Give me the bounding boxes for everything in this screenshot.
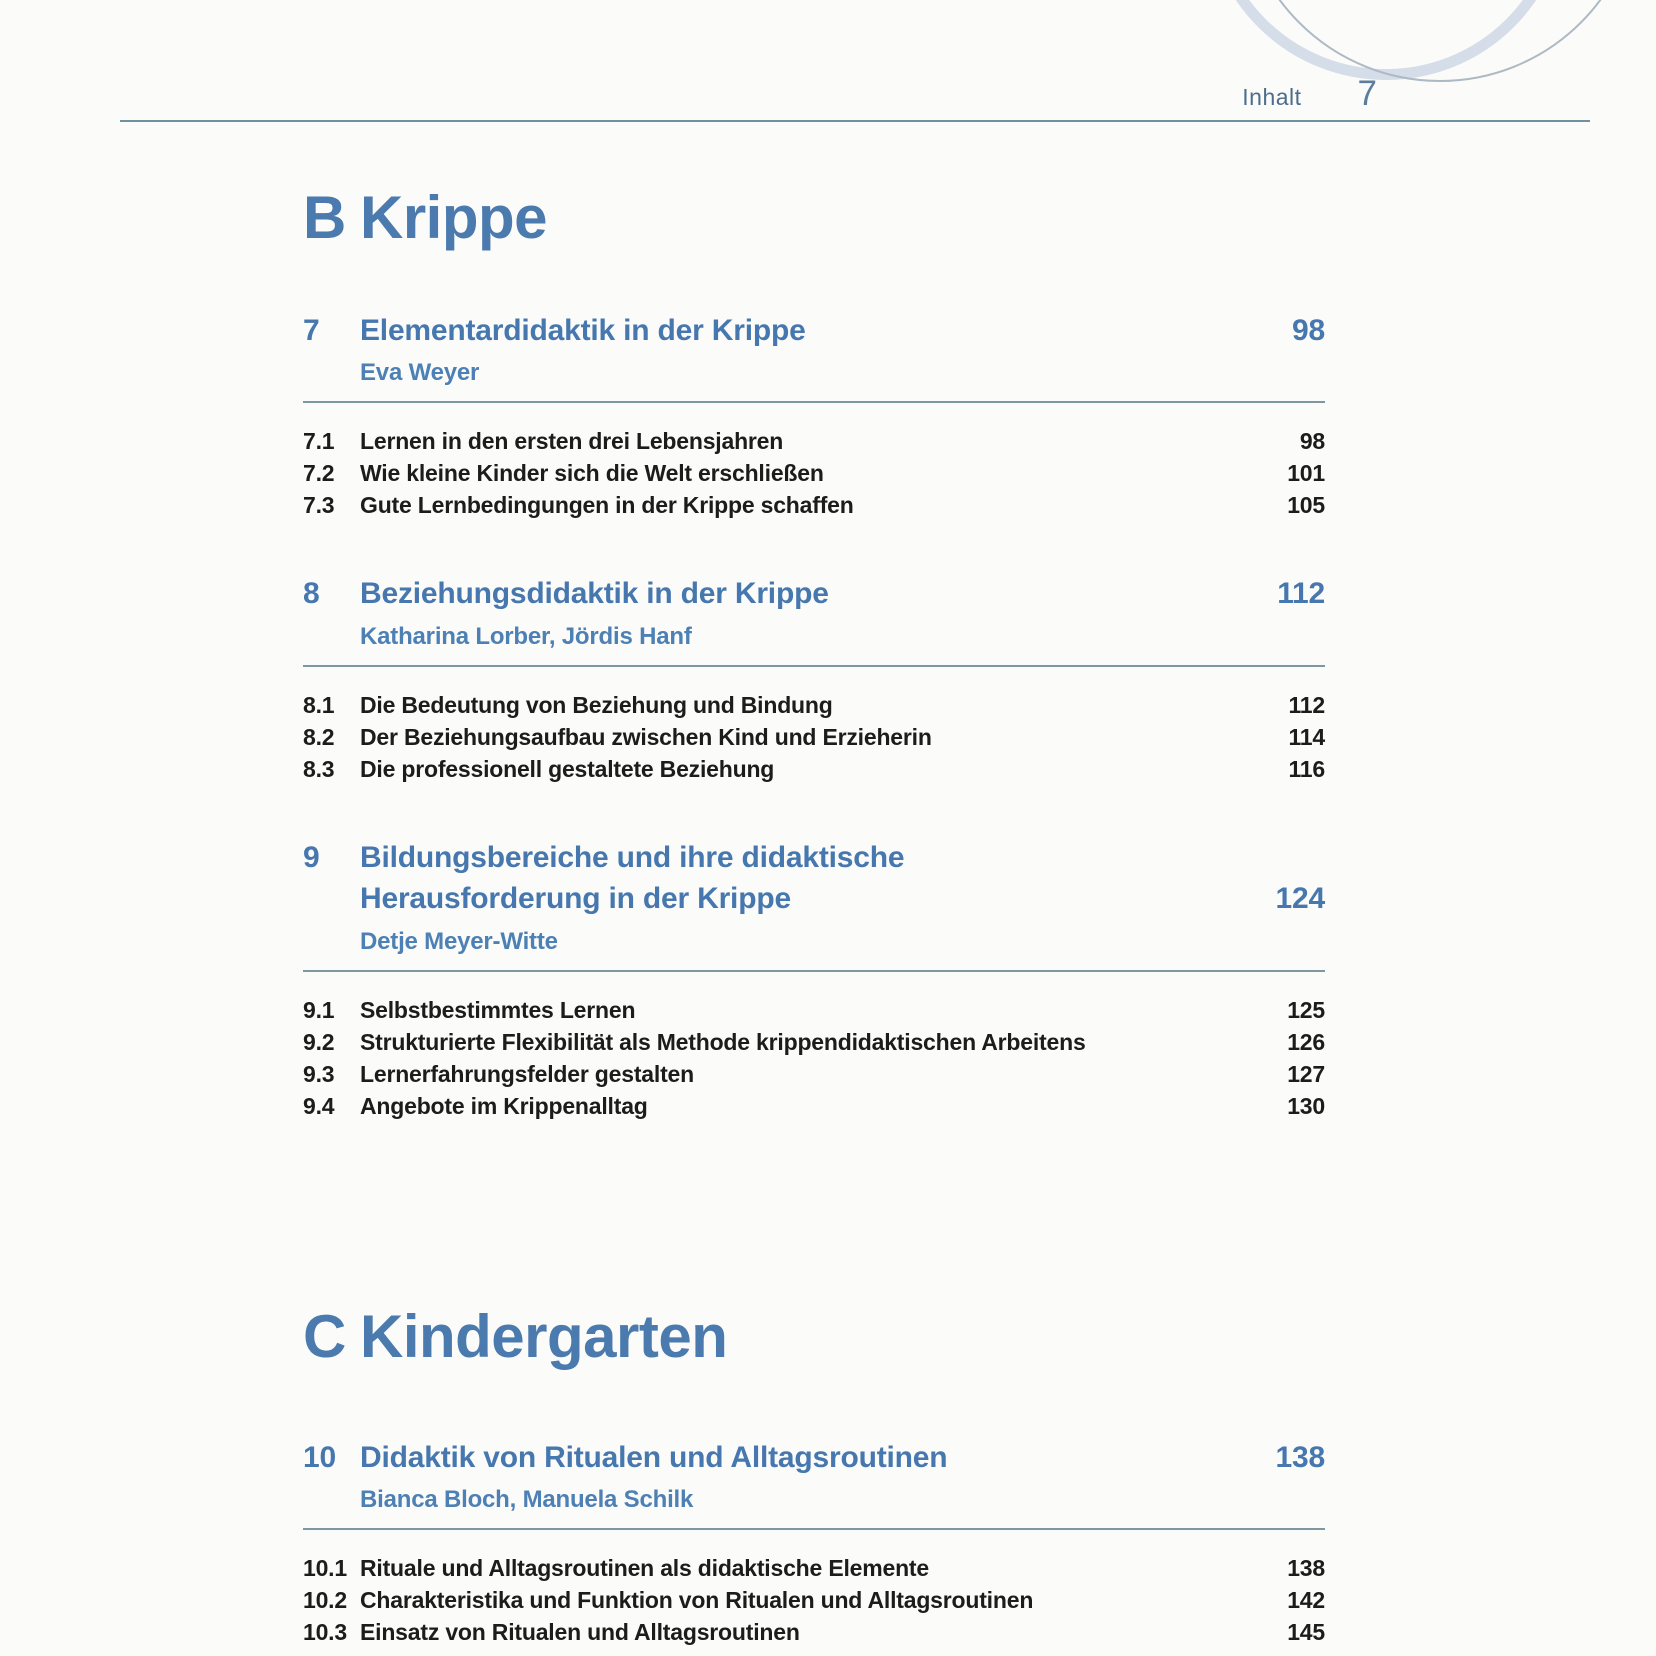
toc-entry-row xyxy=(303,689,1325,721)
chapter-authors: Eva Weyer xyxy=(360,359,480,387)
entry-number: 8.1 xyxy=(303,691,335,718)
table-of-contents xyxy=(303,0,1325,1648)
entry-title: Charakteristika und Funktion von Ritualen und Alltagsroutinen xyxy=(360,1586,1034,1613)
section-title: Kindergarten xyxy=(360,1302,728,1370)
chapter-authors: Bianca Bloch, Manuela Schilk xyxy=(360,1485,694,1513)
chapter-block-9 xyxy=(303,837,1325,1122)
chapter-page-number: 98 xyxy=(1292,314,1325,347)
chapter-divider xyxy=(303,1528,1325,1530)
chapter-page-number: 138 xyxy=(1275,1440,1325,1474)
chapter-authors: Katharina Lorber, Jördis Hanf xyxy=(360,622,692,650)
toc-entry-row xyxy=(303,489,1325,521)
chapter-title: Beziehungsdidaktik in der Krippe xyxy=(360,577,829,611)
section-heading-b xyxy=(303,184,1325,251)
entry-page-number: 138 xyxy=(1287,1554,1325,1581)
entry-number: 9.2 xyxy=(303,1028,335,1055)
toc-entry-row xyxy=(303,1552,1325,1584)
entry-page-number: 126 xyxy=(1287,1028,1325,1055)
chapter-title: Elementardidaktik in der Krippe xyxy=(360,314,806,347)
chapter-divider xyxy=(303,970,1325,972)
toc-entry-row xyxy=(303,1026,1325,1058)
chapter-page-number: 124 xyxy=(1275,882,1325,916)
section-letter: C xyxy=(303,1302,346,1370)
header-page-number: 7 xyxy=(1357,74,1377,113)
toc-entry-row xyxy=(303,1616,1325,1648)
entry-number: 10.1 xyxy=(303,1554,347,1581)
chapter-entries xyxy=(303,689,1325,785)
chapter-heading xyxy=(303,573,1325,614)
entry-title: Der Beziehungsaufbau zwischen Kind und Erzieherin xyxy=(360,723,932,750)
section-title: Krippe xyxy=(360,184,548,251)
toc-entry-row xyxy=(303,1584,1325,1616)
chapter-entries xyxy=(303,994,1325,1122)
entry-title: Lernerfahrungsfelder gestalten xyxy=(360,1060,694,1087)
entry-number: 7.1 xyxy=(303,428,335,455)
entry-title: Angebote im Krippenalltag xyxy=(360,1092,648,1119)
chapter-heading xyxy=(303,837,1325,920)
toc-entry-row xyxy=(303,994,1325,1026)
entry-number: 9.1 xyxy=(303,996,335,1023)
chapter-number: 9 xyxy=(303,840,320,874)
entry-title: Selbstbestimmtes Lernen xyxy=(360,996,636,1023)
toc-entry-row xyxy=(303,457,1325,489)
toc-entry-row xyxy=(303,753,1325,785)
chapter-divider xyxy=(303,401,1325,403)
entry-number: 10.3 xyxy=(303,1618,347,1645)
entry-page-number: 127 xyxy=(1287,1060,1325,1087)
section-letter: B xyxy=(303,184,346,251)
entry-number: 8.2 xyxy=(303,723,335,750)
chapter-block-10 xyxy=(303,1437,1325,1648)
chapter-authors: Detje Meyer-Witte xyxy=(360,927,558,955)
entry-page-number: 98 xyxy=(1299,428,1325,455)
entry-number: 7.2 xyxy=(303,460,335,487)
chapter-block-7 xyxy=(303,310,1325,521)
entry-title: Gute Lernbedingungen in der Krippe schaffen xyxy=(360,492,854,519)
header-section-label: Inhalt xyxy=(1242,84,1302,110)
chapter-entries xyxy=(303,425,1325,521)
entry-number: 7.3 xyxy=(303,492,335,519)
entry-number: 9.3 xyxy=(303,1060,335,1087)
entry-page-number: 105 xyxy=(1287,492,1325,519)
chapter-entries xyxy=(303,1552,1325,1648)
entry-page-number: 101 xyxy=(1287,460,1325,487)
entry-number: 8.3 xyxy=(303,755,335,782)
chapter-heading xyxy=(303,310,1325,351)
toc-entry-row xyxy=(303,721,1325,753)
chapter-title: Bildungsbereiche und ihre didaktische Herausforderung in der Krippe xyxy=(360,840,905,916)
entry-page-number: 142 xyxy=(1287,1586,1325,1613)
entry-title: Strukturierte Flexibilität als Methode krippendidaktischen Arbeitens xyxy=(360,1028,1086,1055)
toc-entry-row xyxy=(303,1058,1325,1090)
entry-title: Wie kleine Kinder sich die Welt erschließen xyxy=(360,460,824,487)
entry-title: Einsatz von Ritualen und Alltagsroutinen xyxy=(360,1618,800,1645)
chapter-block-8 xyxy=(303,573,1325,784)
chapter-number: 7 xyxy=(303,314,320,347)
entry-page-number: 112 xyxy=(1288,691,1325,718)
entry-page-number: 145 xyxy=(1287,1618,1325,1645)
entry-page-number: 125 xyxy=(1287,996,1325,1023)
chapter-divider xyxy=(303,665,1325,667)
chapter-page-number: 112 xyxy=(1277,577,1325,611)
entry-title: Die Bedeutung von Beziehung und Bindung xyxy=(360,691,833,718)
entry-page-number: 116 xyxy=(1288,755,1325,782)
entry-number: 10.2 xyxy=(303,1586,347,1613)
entry-title: Rituale und Alltagsroutinen als didaktische Elemente xyxy=(360,1554,929,1581)
chapter-title: Didaktik von Ritualen und Alltagsroutinen xyxy=(360,1440,948,1474)
entry-page-number: 130 xyxy=(1287,1092,1325,1119)
section-heading-c xyxy=(303,1302,1325,1370)
toc-entry-row xyxy=(303,1090,1325,1122)
chapter-number: 8 xyxy=(303,577,320,611)
chapter-heading xyxy=(303,1437,1325,1478)
entry-page-number: 114 xyxy=(1288,723,1325,750)
entry-number: 9.4 xyxy=(303,1092,335,1119)
toc-entry-row xyxy=(303,425,1325,457)
entry-title: Lernen in den ersten drei Lebensjahren xyxy=(360,428,784,455)
chapter-number: 10 xyxy=(303,1440,336,1474)
entry-title: Die professionell gestaltete Beziehung xyxy=(360,755,775,782)
